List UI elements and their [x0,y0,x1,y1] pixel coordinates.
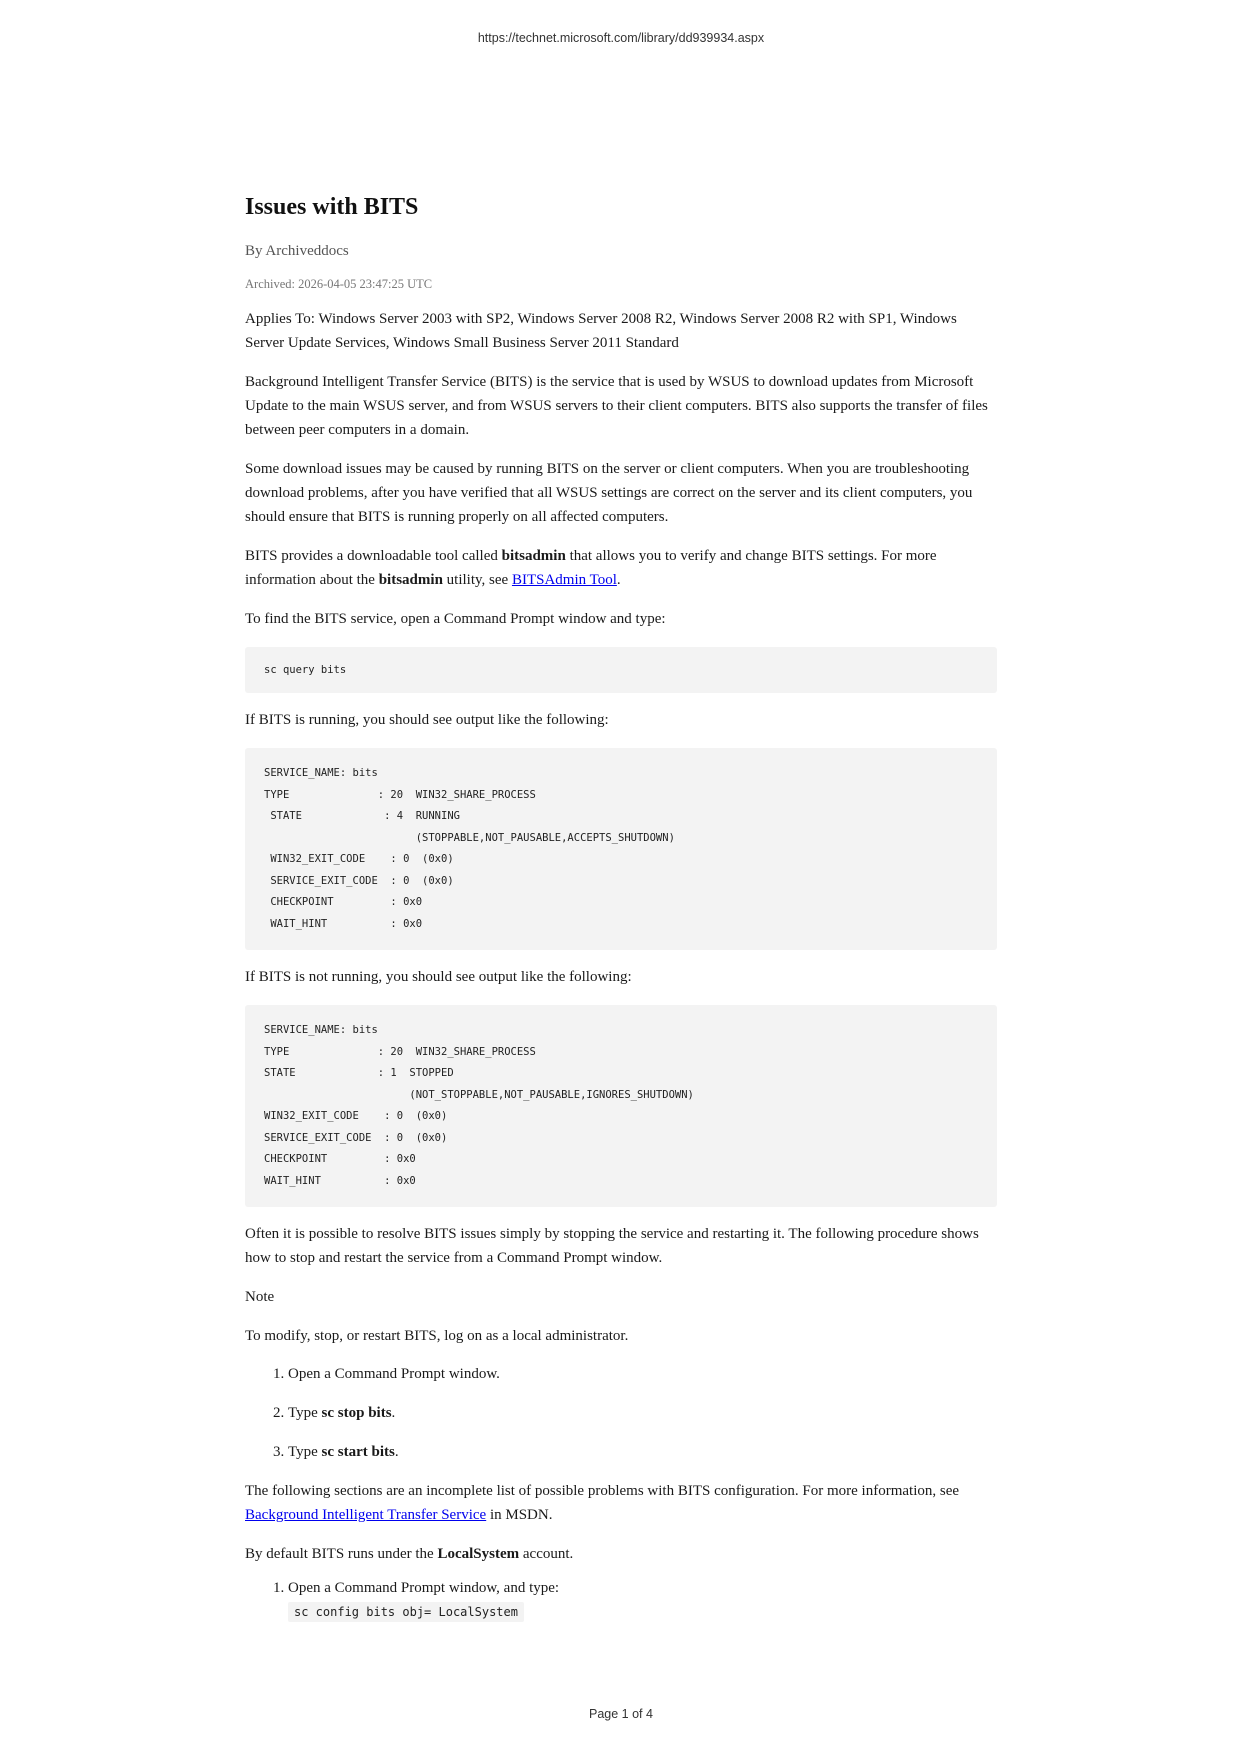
paragraph-sections: The following sections are an incomplete list of possible problems with BITS configuration. For more information, see Background Intelligent Transfer Service in MSDN. [245,1483,960,1523]
config-steps-list [245,1576,997,1624]
inline-code-config: sc config bits obj= LocalSystem [288,1602,524,1622]
page-number: Page 1 of 4 [589,1707,653,1721]
bold-bitsadmin: bitsadmin [501,548,566,564]
paragraph-default-account: By default BITS runs under the LocalSystem account. [245,1546,574,1562]
byline: By Archiveddocs [245,243,349,259]
paragraph-running: If BITS is running, you should see output like the following: [245,712,609,728]
bits-msdn-link[interactable]: Background Intelligent Transfer Service [245,1507,487,1523]
code-block-query: sc query bits [245,647,997,693]
archived-timestamp: Archived: 2026-04-05 23:47:25 UTC [245,277,433,291]
page-url: https://technet.microsoft.com/library/dd939934.aspx [477,31,765,45]
paragraph-find-service: To find the BITS service, open a Command Prompt window and type: [245,611,666,627]
code-block-running-output: SERVICE_NAME: bits TYPE : 20 WIN32_SHARE_PROCESS STATE : 4 RUNNING (STOPPABLE,NOT_PAUSABLE,ACCEPTS_SHUTDOWN) WIN32_EXIT_CODE : 0 (0x0) SERVICE_EXIT_CODE : 0 (0x0) CHECKPOINT : 0x0 WAIT_HINT : 0x0 [245,748,997,950]
paragraph-admin: To modify, stop, or restart BITS, log on as a local administrator. [245,1328,629,1344]
list-item: 3. Type sc start bits. [288,1440,997,1464]
page-title: Issues with BITS [245,194,419,220]
note-label: Note [245,1289,275,1305]
list-item: 1. Open a Command Prompt window, and type: sc config bits obj= LocalSystem [288,1576,997,1624]
applies-to: Applies To: Windows Server 2003 with SP2, Windows Server 2008 R2, Windows Server 2008 R2 with SP1, Windows Server Update Services, Windows Small Business Server 2011 Standard [245,311,957,351]
restart-steps-list [245,1362,997,1464]
bold-localsystem: LocalSystem [437,1546,520,1562]
bold-bitsadmin-2: bitsadmin [378,572,443,588]
paragraph-tool: BITS provides a downloadable tool called bitsadmin that allows you to verify and change BITS settings. For more information about the bitsadmin utility, see BITSAdmin Tool. [245,548,937,588]
list-item: 2. Type sc stop bits. [288,1401,997,1425]
paragraph-troubleshoot: Some download issues may be caused by running BITS on the server or client computers. When you are troubleshooting download problems, after you have verified that all WSUS settings are correct on the server and its client computers, you should ensure that BITS is running properly on all affected computers. [245,461,973,525]
paragraph-resolve: Often it is possible to resolve BITS issues simply by stopping the service and restarting it. The following procedure shows how to stop and restart the service from a Command Prompt window. [245,1226,979,1266]
paragraph-not-running: If BITS is not running, you should see output like the following: [245,969,632,985]
bitsadmin-tool-link[interactable]: BITSAdmin Tool [511,572,617,588]
list-item: 1. Open a Command Prompt window. [288,1362,997,1386]
code-block-stopped-output: SERVICE_NAME: bits TYPE : 20 WIN32_SHARE_PROCESS STATE : 1 STOPPED (NOT_STOPPABLE,NOT_PAUSABLE,IGNORES_SHUTDOWN) WIN32_EXIT_CODE : 0 (0x0) SERVICE_EXIT_CODE : 0 (0x0) CHECKPOINT : 0x0 WAIT_HINT : 0x0 [245,1005,997,1207]
paragraph-bits-intro: Background Intelligent Transfer Service (BITS) is the service that is used by WSUS to download updates from Microsoft Update to the main WSUS server, and from WSUS servers to their client computers. BITS also supports the transfer of files between peer computers in a domain. [245,374,988,438]
article [245,190,997,1624]
